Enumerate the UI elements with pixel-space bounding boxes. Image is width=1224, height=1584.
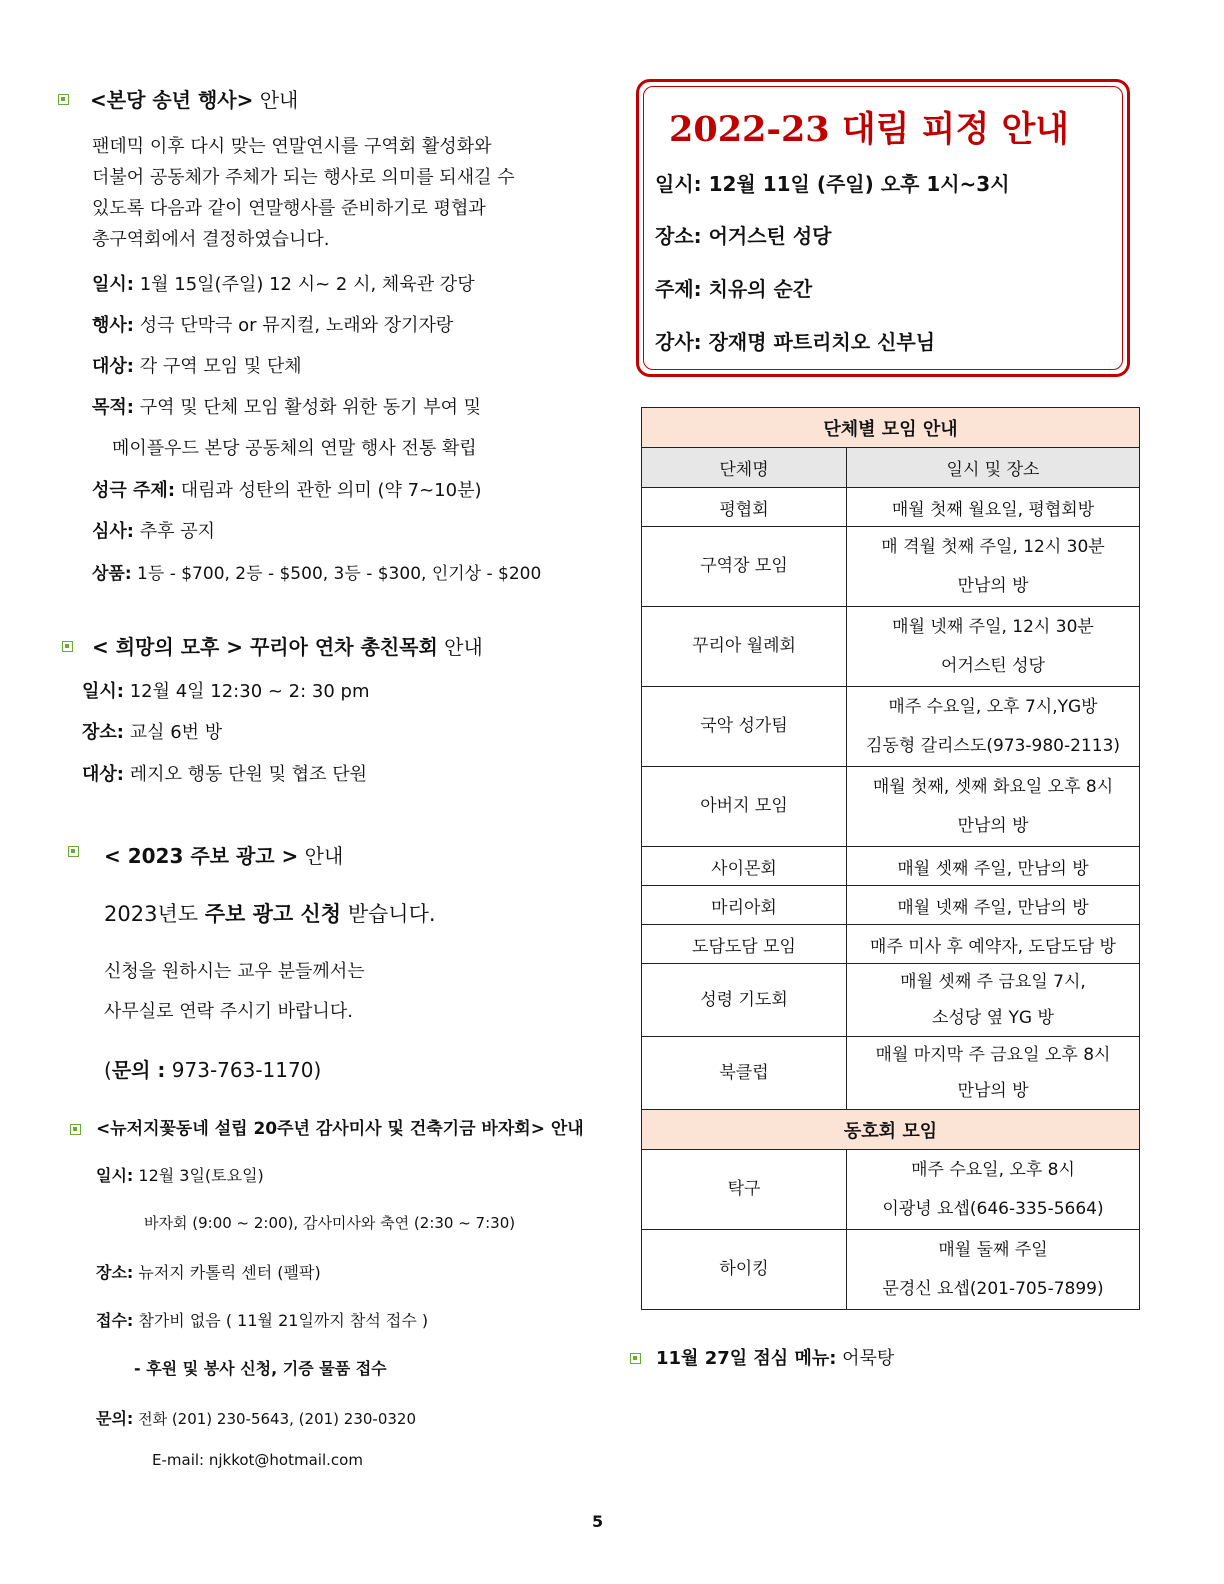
advent-retreat-speaker: 강사: 장재명 파트리치오 신부님 — [655, 330, 936, 354]
section2-title-rest: 안내 — [437, 635, 483, 659]
section3-line1: 2023년도 주보 광고 신청 받습니다. — [104, 902, 436, 926]
section1-paragraph — [92, 131, 612, 255]
section4-inquiry: 문의: 전화 (201) 230-5643, (201) 230-0320 — [96, 1409, 417, 1428]
section1-title — [90, 84, 298, 113]
group-schedule: 매월 넷째 주일, 12시 30분 어거스틴 성당 — [847, 607, 1140, 687]
group-name: 성령 기도회 — [642, 964, 847, 1037]
table-row — [642, 607, 1140, 687]
group-name: 마리아회 — [642, 886, 847, 925]
table-row — [642, 1037, 1140, 1110]
column-header-group: 단체명 — [642, 448, 847, 488]
bullet-icon — [62, 641, 73, 652]
section1-item-target: 대상: 각 구역 모임 및 단체 — [92, 356, 302, 377]
table-row — [642, 925, 1140, 964]
section2-item-place: 장소: 교실 6번 방 — [82, 722, 223, 743]
group-schedule: 매월 둘째 주일 문경신 요셉(201-705-7899) — [847, 1230, 1140, 1310]
section1-item-event: 행사: 성극 단막극 or 뮤지컬, 노래와 장기자랑 — [92, 315, 454, 336]
group-schedule: 매월 셋째 주 금요일 7시, 소성당 옆 YG 방 — [847, 964, 1140, 1037]
section1-item-theme: 성극 주제: 대림과 성탄의 관한 의미 (약 7~10분) — [92, 480, 482, 501]
section1-title-bold: <본당 송년 행사> — [90, 88, 254, 112]
group-name: 아버지 모임 — [642, 767, 847, 847]
paragraph-line: 총구역회에서 결정하였습니다. — [92, 229, 330, 250]
advent-retreat-place: 장소: 어거스틴 성당 — [655, 224, 832, 248]
section1-item-date: 일시: 1월 15일(주일) 12 시~ 2 시, 체육관 강당 — [92, 274, 475, 295]
group-name: 사이몬회 — [642, 847, 847, 886]
lunch-menu-label: 11월 27일 점심 메뉴: — [656, 1348, 837, 1369]
group-schedule: 매월 셋째 주일, 만남의 방 — [847, 847, 1140, 886]
group-schedule: 매월 첫째 월요일, 평협회방 — [847, 488, 1140, 527]
bullet-icon — [58, 94, 69, 105]
group-schedule: 매주 미사 후 예약자, 도담도담 방 — [847, 925, 1140, 964]
table-row — [642, 488, 1140, 527]
table-header-row — [642, 448, 1140, 488]
section1-title-rest: 안내 — [253, 88, 299, 112]
group-schedule: 매월 마지막 주 금요일 오후 8시 만남의 방 — [847, 1037, 1140, 1110]
advent-retreat-date: 일시: 12월 11일 (주일) 오후 1시~3시 — [655, 172, 1010, 196]
table-row — [642, 1230, 1140, 1310]
column-header-schedule: 일시 및 장소 — [847, 448, 1140, 488]
lunch-menu-value: 어묵탕 — [836, 1348, 895, 1369]
meeting-schedule-table — [641, 407, 1140, 1310]
lunch-menu — [656, 1344, 894, 1370]
section2-item-target: 대상: 레지오 행동 단원 및 협조 단원 — [82, 764, 367, 785]
table-row — [642, 527, 1140, 607]
group-schedule: 매월 첫째, 셋째 화요일 오후 8시 만남의 방 — [847, 767, 1140, 847]
table-row — [642, 964, 1140, 1037]
paragraph-line: 더불어 공동체가 주체가 되는 행사로 의미를 되새길 수 — [92, 167, 515, 188]
table-row — [642, 886, 1140, 925]
section1-item-prize: 상품: 1등 - $700, 2등 - $500, 3등 - $300, 인기상 - $200 — [92, 564, 542, 584]
group-name: 꾸리아 월례회 — [642, 607, 847, 687]
section4-place: 장소: 뉴저지 카톨릭 센터 (펠팍) — [96, 1263, 321, 1282]
group-name: 북클럽 — [642, 1037, 847, 1110]
group-name: 하이킹 — [642, 1230, 847, 1310]
section3-title-rest: 안내 — [298, 844, 344, 868]
section1-item-purpose-cont: 메이플우드 본당 공동체의 연말 행사 전통 확립 — [112, 438, 477, 459]
section4-email: E-mail: njkkot@hotmail.com — [152, 1451, 363, 1469]
group-schedule: 매월 넷째 주일, 만남의 방 — [847, 886, 1140, 925]
section2-item-date: 일시: 12월 4일 12:30 ~ 2: 30 pm — [82, 681, 370, 702]
section2-title — [92, 631, 483, 660]
advent-retreat-title: 2022-23 대림 피정 안내 — [669, 109, 1070, 150]
hobby-title: 동호회 모임 — [642, 1110, 1140, 1150]
section3-title-bold: < 2023 주보 광고 > — [104, 844, 299, 868]
bullet-icon — [70, 1124, 81, 1135]
section4-date: 일시: 12월 3일(토요일) — [96, 1166, 264, 1185]
page-number: 5 — [592, 1512, 604, 1531]
group-name: 평협회 — [642, 488, 847, 527]
advent-retreat-theme: 주제: 치유의 순간 — [655, 277, 813, 301]
table-title-row — [642, 408, 1140, 448]
group-name: 도담도담 모임 — [642, 925, 847, 964]
section1-item-purpose: 목적: 구역 및 단체 모임 활성화 위한 동기 부여 및 — [92, 397, 482, 418]
bullet-icon — [630, 1353, 641, 1364]
hobby-title-row — [642, 1110, 1140, 1150]
section3-title — [104, 840, 343, 869]
section1-item-judge: 심사: 추후 공지 — [92, 521, 215, 542]
section4-sponsor: - 후원 및 봉사 신청, 기증 물품 접수 — [134, 1359, 387, 1378]
section3-contact: (문의 : 973-763-1170) — [104, 1058, 322, 1082]
section4-reception: 접수: 참가비 없음 ( 11월 21일까지 참석 접수 ) — [96, 1311, 429, 1330]
table-row — [642, 1150, 1140, 1230]
table-row — [642, 767, 1140, 847]
group-schedule: 매 격월 첫째 주일, 12시 30분 만남의 방 — [847, 527, 1140, 607]
bullet-icon — [68, 846, 79, 857]
section3-line3: 사무실로 연락 주시기 바랍니다. — [104, 1001, 353, 1022]
section4-title: <뉴저지꽃동네 설립 20주년 감사미사 및 건축기금 바자회> 안내 — [96, 1119, 584, 1139]
group-name: 국악 성가팀 — [642, 687, 847, 767]
paragraph-line: 있도록 다음과 같이 연말행사를 준비하기로 평협과 — [92, 198, 486, 219]
advent-retreat-box — [636, 79, 1130, 377]
section3-line2: 신청을 원하시는 교우 분들께서는 — [104, 961, 365, 982]
paragraph-line: 팬데믹 이후 다시 맞는 연말연시를 구역회 활성화와 — [92, 136, 492, 157]
table-row — [642, 687, 1140, 767]
group-schedule: 매주 수요일, 오후 7시,YG방 김동형 갈리스도(973-980-2113) — [847, 687, 1140, 767]
section2-title-bold: < 희망의 모후 > 꾸리아 연차 총친목회 — [92, 635, 438, 659]
table-row — [642, 847, 1140, 886]
group-schedule: 매주 수요일, 오후 8시 이광녕 요셉(646-335-5664) — [847, 1150, 1140, 1230]
section4-date-detail: 바자회 (9:00 ~ 2:00), 감사미사와 축연 (2:30 ~ 7:30) — [144, 1214, 516, 1232]
table-title: 단체별 모임 안내 — [642, 408, 1140, 448]
group-name: 구역장 모임 — [642, 527, 847, 607]
group-name: 탁구 — [642, 1150, 847, 1230]
